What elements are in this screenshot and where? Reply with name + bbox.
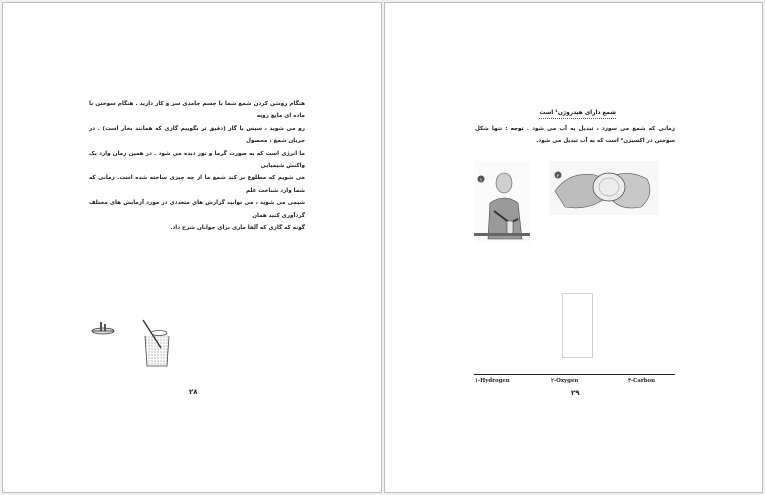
empty-figure-frame [562,293,593,358]
right-body-text [475,123,675,148]
badge-text: ۱ [479,177,483,184]
footnote: ۱-Hydrogen [475,378,510,384]
hands-with-glass-photo [549,161,659,215]
body-text-part: : تنها شکل سوختن در اکسیژن² است که به [475,126,675,145]
page-number: ۲۹ [571,389,580,397]
right-page [384,2,763,493]
beaker-illustration [139,318,173,368]
left-body-text [89,98,305,234]
body-line: هنگام روشن کردن شمع شما با جسم جامدی سر و کار دارید . هنگام سوختن با ماده ای مایع روبه [89,101,305,120]
left-page [2,2,382,493]
body-line: شیمی می شوید ، می توانید گزارش های متعددی در مورد آزمایش های مختلف گردآوری کنید همان [89,200,305,219]
dish-illustration [89,319,117,337]
body-line: رو می شوید ، سپس با گاز (دقیق تر بگوییم گازی که همانند بخار است) . در جریان شمع ، محصول [89,125,305,145]
man-with-candle-photo [474,161,530,243]
page-number: ۲۸ [189,388,198,396]
body-line: گونه که گازی که آلفا ماری برای جوانان شرح داد. [170,225,305,232]
footnote: ۳-Carbon [628,378,656,384]
badge-text: ۲ [556,173,560,180]
body-text-part: آب تبدیل می شود. [536,138,588,145]
body-line: می شویم که مطلوع بر کند شمع ما از چه چیزی ساخته شده است. زمانی که شما وارد شناخت علم [89,175,305,194]
footnote-divider [474,374,675,375]
body-line: ما انرژی است که به صورت گرما و نور دیده می شود . در همین زمان وارد یک واکنش شیمیایی [89,150,305,170]
body-text-part: زمانی که شمع می سوزد ، تبدیل به آب می شود . [526,126,675,132]
section-heading: شمع دارای هیدروژن¹ است [539,109,616,119]
body-keyword: توجه [510,126,524,132]
footnote: ۲-Oxygen [551,378,579,384]
